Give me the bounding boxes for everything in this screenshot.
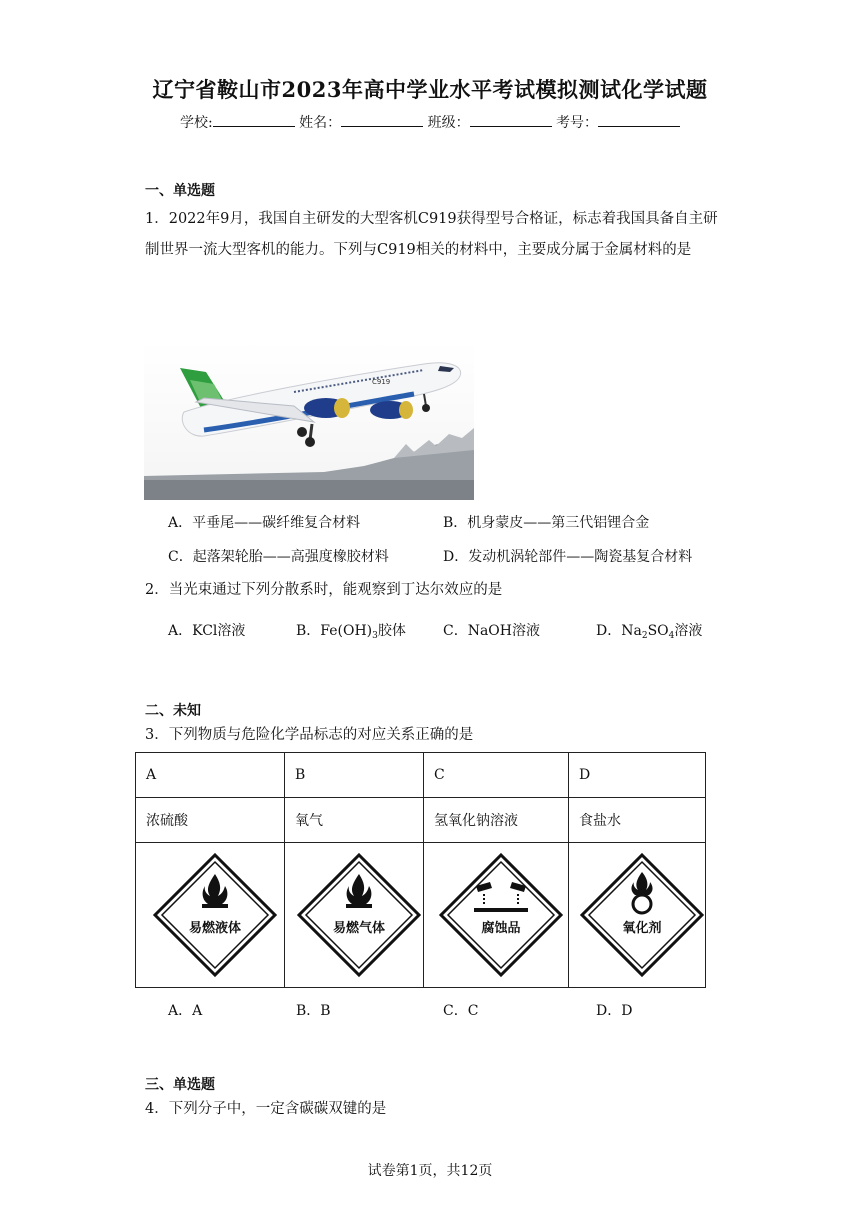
table-header-a: A bbox=[136, 753, 285, 798]
section-heading: 二、未知 bbox=[145, 703, 201, 719]
q2-option-b-label: B． bbox=[296, 623, 321, 639]
class-blank bbox=[470, 112, 552, 127]
table-substance-c: 氢氧化钠溶液 bbox=[424, 798, 569, 843]
q2-option-a: A．KCl溶液 bbox=[168, 623, 246, 639]
question-3-text: 3．下列物质与危险化学品标志的对应关系正确的是 bbox=[145, 727, 474, 743]
student-info-line bbox=[0, 112, 860, 132]
q3-option-c: C．C bbox=[443, 1003, 479, 1019]
corrosive-sign-icon bbox=[438, 852, 564, 978]
table-sign-a bbox=[136, 843, 285, 988]
q3-option-d: D．D bbox=[596, 1003, 633, 1019]
table-substance-d: 食盐水 bbox=[569, 798, 706, 843]
q2-option-b bbox=[296, 620, 406, 641]
flammable-liquid-sign-icon bbox=[152, 852, 278, 978]
table-sign-d bbox=[569, 843, 706, 988]
section-heading: 一、单选题 bbox=[145, 183, 215, 199]
table-header-d: D bbox=[569, 753, 706, 798]
table-header-c: C bbox=[424, 753, 569, 798]
name-label: 姓名： bbox=[299, 115, 342, 131]
page-title: 辽宁省鞍山市2023年高中学业水平考试模拟测试化学试题 bbox=[152, 77, 708, 102]
exam-number-blank bbox=[598, 112, 680, 127]
section-heading: 三、单选题 bbox=[145, 1077, 215, 1093]
school-label: 学校: bbox=[179, 115, 213, 131]
table-substance-b: 氧气 bbox=[285, 798, 424, 843]
q2-option-d-formula-2: SO bbox=[647, 623, 669, 639]
q2-option-b-formula: Fe(OH) bbox=[320, 623, 373, 639]
class-label: 班级： bbox=[427, 115, 470, 131]
table-sign-c bbox=[424, 843, 569, 988]
q2-option-d-label: D． bbox=[596, 623, 622, 639]
q2-option-b-subscript: 3 bbox=[372, 631, 378, 641]
school-blank bbox=[213, 112, 295, 127]
q1-option-a: A．平垂尾——碳纤维复合材料 bbox=[168, 515, 361, 531]
sign-label: 易燃气体 bbox=[332, 921, 386, 936]
q2-option-d-subscript-1: 2 bbox=[641, 631, 648, 641]
q1-option-b: B．机身蒙皮——第三代铝锂合金 bbox=[443, 515, 650, 531]
q2-option-d bbox=[596, 620, 702, 641]
q1-option-c: C．起落架轮胎——高强度橡胶材料 bbox=[168, 549, 389, 565]
table-sign-b bbox=[285, 843, 424, 988]
oxidizer-sign-icon bbox=[579, 852, 705, 978]
q2-option-d-formula-1: Na bbox=[621, 623, 642, 639]
c919-aircraft-image bbox=[144, 340, 474, 500]
q3-option-b: B．B bbox=[296, 1003, 331, 1019]
q1-option-d: D．发动机涡轮部件——陶瓷基复合材料 bbox=[443, 549, 693, 565]
table-substance-a: 浓硫酸 bbox=[136, 798, 285, 843]
name-blank bbox=[341, 112, 423, 127]
q2-option-d-subscript-2: 4 bbox=[668, 631, 675, 641]
q3-option-a: A．A bbox=[168, 1003, 203, 1019]
hazard-table bbox=[135, 752, 706, 988]
q2-option-c: C．NaOH溶液 bbox=[443, 623, 540, 639]
q2-option-d-suffix: 溶液 bbox=[674, 623, 703, 639]
question-1-text: 1．2022年9月，我国自主研发的大型客机C919获得型号合格证，标志着我国具备自主研制世界一流大型客机的能力。下列与C919相关的材料中，主要成分属于金属材料的是 bbox=[145, 211, 718, 258]
q2-option-b-suffix: 胶体 bbox=[377, 623, 406, 639]
sign-label: 易燃液体 bbox=[188, 921, 242, 936]
sign-label: 氧化剂 bbox=[622, 921, 662, 936]
page-footer: 试卷第1页，共12页 bbox=[367, 1163, 493, 1179]
flammable-gas-sign-icon bbox=[296, 852, 422, 978]
exam-number-label: 考号： bbox=[556, 115, 599, 131]
question-2-text: 2．当光束通过下列分散系时，能观察到丁达尔效应的是 bbox=[145, 582, 503, 598]
table-header-b: B bbox=[285, 753, 424, 798]
question-4-text: 4．下列分子中，一定含碳碳双键的是 bbox=[145, 1101, 387, 1117]
aircraft-label: C919 bbox=[372, 378, 391, 386]
sign-label: 腐蚀品 bbox=[481, 921, 521, 936]
